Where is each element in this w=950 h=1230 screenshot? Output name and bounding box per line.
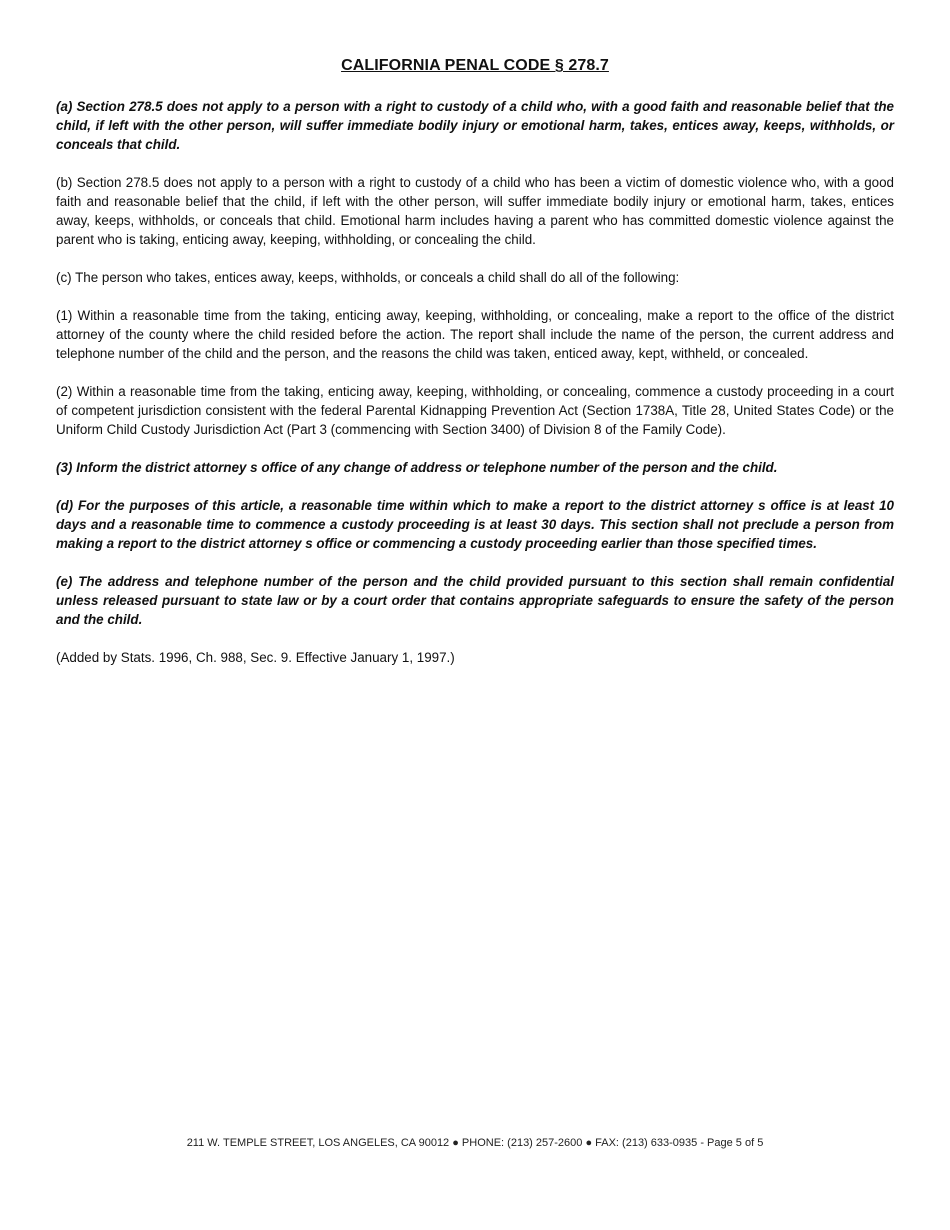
paragraph-e: (e) The address and telephone number of the person and the child provided pursuant to this section shall remain confidential unless released pursuant to state law or by a court order that contains appropriate safeguards to ensure the safety of the person and the child. [56,574,894,627]
paragraph-c3: (3) Inform the district attorney s office of any change of address or telephone number of the person and the child. [56,460,778,475]
paragraph-b: (b) Section 278.5 does not apply to a person with a right to custody of a child who has been a victim of domestic violence who, with a good faith and reasonable belief that the child, if left with the other person, will suffer immediate bodily injury or emotional harm, takes, entices away, keeps, withholds, or conceals that child. Emotional harm includes having a parent who has committed domestic violence against the parent who is taking, enticing away, keeping, withholding, or concealing the child. [56,175,894,247]
page-footer: 211 W. TEMPLE STREET, LOS ANGELES, CA 90012 ● PHONE: (213) 257-2600 ● FAX: (213) 633-0935 - Page 5 of 5 [186,1137,764,1149]
paragraph-a: (a) Section 278.5 does not apply to a person with a right to custody of a child who, with a good faith and reasonable belief that the child, if left with the other person, will suffer immediate bodily injury or emotional harm, takes, entices away, keeps, withholds, or conceals that child. [56,99,894,152]
page-title: CALIFORNIA PENAL CODE § 278.7 [341,57,609,74]
paragraph-c1: (1) Within a reasonable time from the taking, enticing away, keeping, withholding, or concealing, make a report to the office of the district attorney of the county where the child resided before the action. The report shall include the name of the person, the current address and telephone number of the child and the person, and the reasons the child was taken, enticed away, kept, withheld, or concealed. [56,308,894,361]
history-note: (Added by Stats. 1996, Ch. 988, Sec. 9. Effective January 1, 1997.) [56,650,455,665]
paragraph-c: (c) The person who takes, entices away, keeps, withholds, or conceals a child shall do all of the following: [56,270,680,285]
document-body [56,97,894,686]
paragraph-d: (d) For the purposes of this article, a reasonable time within which to make a report to the district attorney s office is at least 10 days and a reasonable time to commence a custody proceeding is at least 30 days. This section shall not preclude a person from making a report to the district attorney s office or commencing a custody proceeding earlier than those specified times. [56,498,894,551]
paragraph-c2: (2) Within a reasonable time from the taking, enticing away, keeping, withholding, or concealing, commence a custody proceeding in a court of competent jurisdiction consistent with the federal Parental Kidnapping Prevention Act (Section 1738A, Title 28, United States Code) or the Uniform Child Custody Jurisdiction Act (Part 3 (commencing with Section 3400) of Division 8 of the Family Code). [56,384,894,437]
